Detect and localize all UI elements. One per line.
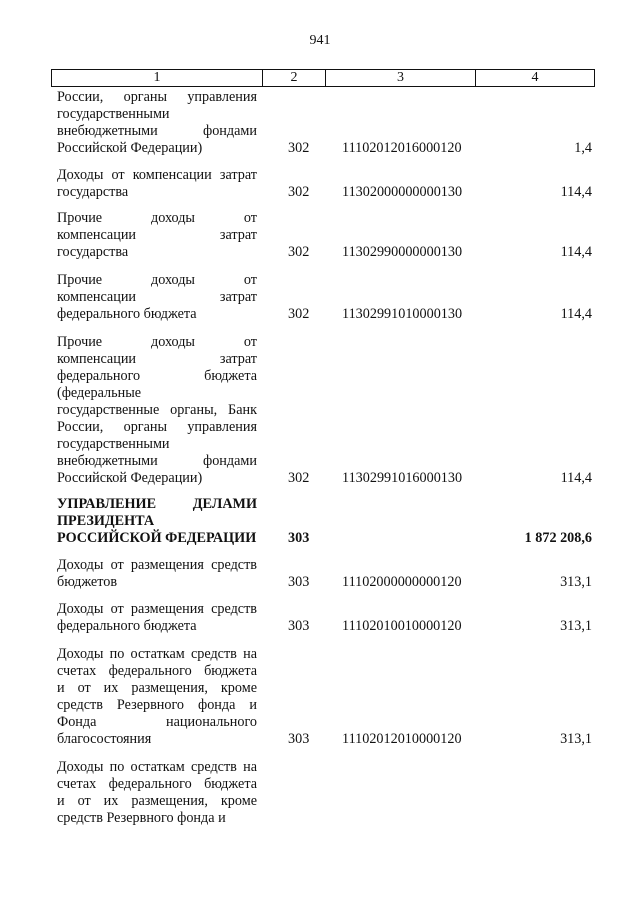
description-line: РОССИЙСКОЙ ФЕДЕРАЦИИ [57,530,257,546]
description-line: Прочие доходы от [57,210,257,226]
row-budget-code: 11102010010000120 [342,618,462,634]
row-budget-code: 11302991016000130 [342,470,463,486]
description-line: и от их размещения, кроме [57,680,257,696]
table-row [57,210,592,261]
row-budget-code: 11302991010000130 [342,306,463,322]
header-col-4: 4 [531,70,539,85]
row-amount: 114,4 [560,184,592,200]
description-line: Доходы по остаткам средств на [57,759,257,775]
row-admin-code: 302 [288,244,310,260]
description-line: средств Резервного фонда и [57,810,226,826]
description-line: государственными [57,436,170,452]
table-row [57,759,592,827]
row-budget-code: 11102000000000120 [342,574,462,590]
description-line: Российской Федерации) [57,470,203,486]
row-admin-code: 303 [288,574,310,590]
table-row [57,601,592,635]
row-budget-code: 11302990000000130 [342,244,463,260]
row-description [57,646,257,748]
description-line: компенсации затрат [57,351,257,367]
row-budget-code: 11102012016000120 [342,140,462,156]
description-line: средств Резервного фонда и [57,697,257,713]
description-line: компенсации затрат [57,227,257,243]
description-line: государственные органы, Банк [57,402,257,418]
description-line: Доходы от размещения средств [57,557,257,573]
table-row [57,334,592,487]
row-budget-code: 11302000000000130 [342,184,463,200]
description-line: и от их размещения, кроме [57,793,257,809]
description-line: государства [57,184,129,200]
row-description [57,496,257,547]
row-description [57,334,257,487]
description-line: счетах федерального бюджета [57,776,257,792]
row-amount: 313,1 [560,731,592,747]
row-description [57,89,257,157]
description-line: федерального бюджета [57,306,197,322]
description-line: государственными [57,106,170,122]
description-line: бюджетов [57,574,118,590]
description-line: компенсации затрат [57,289,257,305]
description-line: УПРАВЛЕНИЕ ДЕЛАМИ [57,496,257,512]
description-line: Доходы от размещения средств [57,601,257,617]
description-line: внебюджетными фондами [57,453,257,469]
row-admin-code: 302 [288,470,310,486]
row-description [57,210,257,261]
table-row [57,557,592,591]
description-line: Доходы по остаткам средств на [57,646,257,662]
row-amount: 1,4 [574,140,592,156]
row-description [57,557,257,591]
row-amount: 114,4 [560,244,592,260]
description-line: Российской Федерации) [57,140,203,156]
description-line: федерального бюджета [57,618,197,634]
table-row [57,167,592,201]
row-description [57,272,257,323]
row-admin-code: 303 [288,731,310,747]
description-line: Прочие доходы от [57,334,257,350]
row-admin-code: 302 [288,184,310,200]
header-col-2: 2 [263,70,326,86]
row-budget-code: 11102012010000120 [342,731,462,747]
row-amount: 1 872 208,6 [524,530,592,546]
description-line: Доходы от компенсации затрат [57,167,257,183]
row-admin-code: 303 [288,530,310,546]
row-admin-code: 302 [288,306,310,322]
description-line: Фонда национального [57,714,257,730]
table-row [57,646,592,748]
page-number: 941 [309,33,331,48]
table-row [57,496,592,547]
description-line: благосостояния [57,731,152,747]
description-line: (федеральные [57,385,142,401]
row-amount: 114,4 [560,470,592,486]
description-line: России, органы управления [57,419,257,435]
description-line: государства [57,244,129,260]
row-amount: 313,1 [560,574,592,590]
row-description [57,759,257,827]
header-col-1: 1 [52,70,263,86]
description-line: России, органы управления [57,89,257,105]
row-amount: 114,4 [560,306,592,322]
description-line: Прочие доходы от [57,272,257,288]
table-row [57,272,592,323]
row-description [57,167,257,201]
row-admin-code: 303 [288,618,310,634]
table-row [57,89,592,157]
description-line: федерального бюджета [57,368,257,384]
description-line: внебюджетными фондами [57,123,257,139]
row-description [57,601,257,635]
description-line: счетах федерального бюджета [57,663,257,679]
header-col-3: 3 [326,70,476,86]
table-header [51,69,595,87]
row-amount: 313,1 [560,618,592,634]
row-admin-code: 302 [288,140,310,156]
description-line: ПРЕЗИДЕНТА [57,513,155,529]
